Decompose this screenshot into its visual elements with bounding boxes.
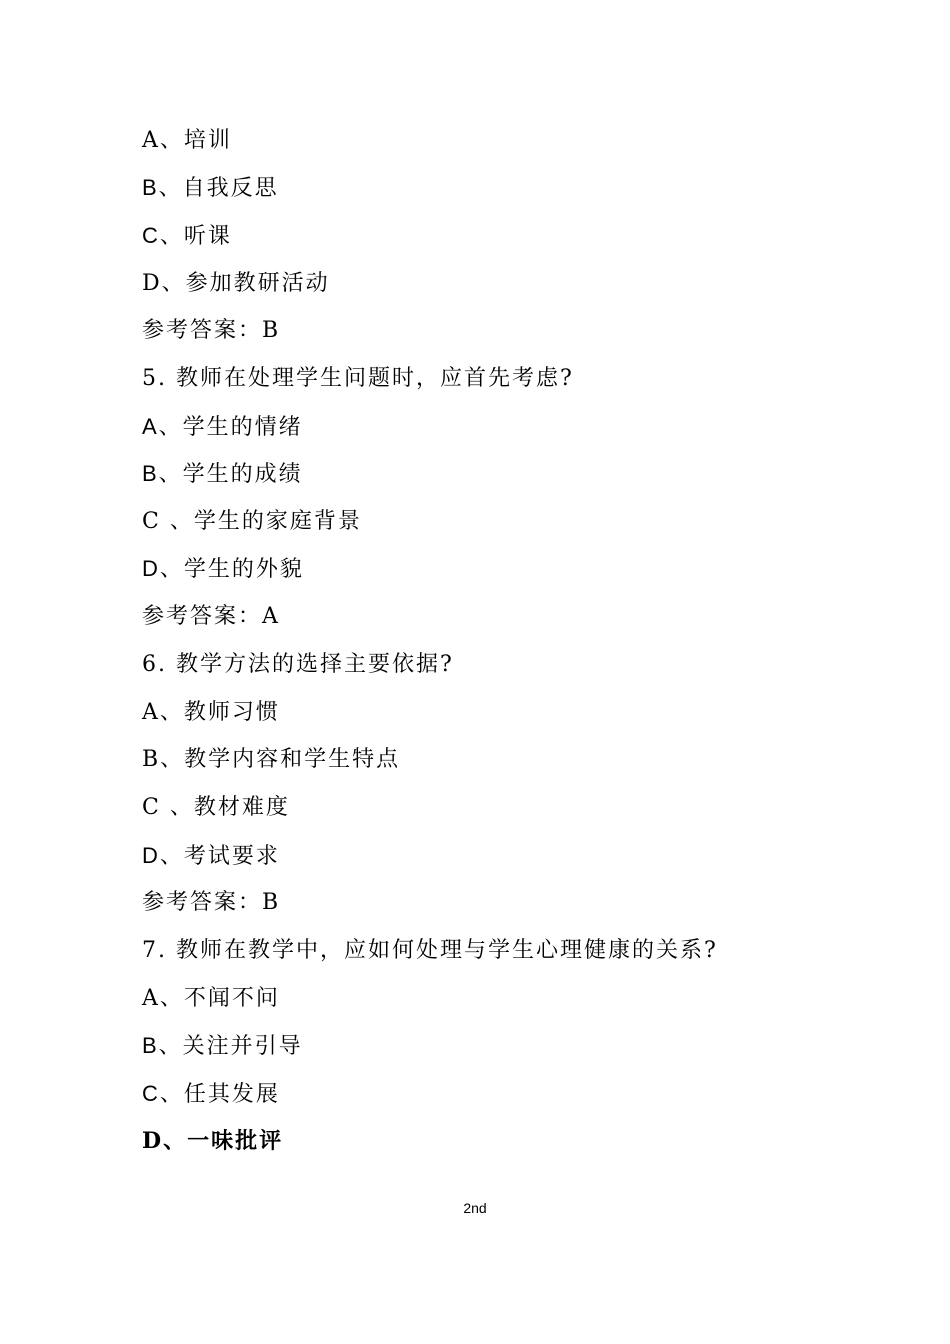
q5-option-a: A、学生的情绪: [142, 414, 303, 439]
q6-option-c: C 、教材难度: [142, 795, 290, 820]
q6-option-b: B、教学内容和学生特点: [142, 747, 401, 772]
question-6: 6. 教学方法的选择主要依据?: [142, 652, 454, 677]
question-5: 5. 教师在处理学生问题时，应首先考虑?: [142, 366, 574, 391]
q6-option-d: D、考试要求: [142, 843, 280, 868]
q7-option-c: C、任其发展: [142, 1081, 280, 1106]
page-number: 2nd: [463, 1200, 487, 1216]
q7-option-b: B、关注并引导: [142, 1033, 303, 1058]
q6-option-a: A、教师习惯: [142, 700, 280, 725]
option-a-training: A、培训: [142, 128, 232, 153]
q5-option-d: D、学生的外貌: [142, 556, 304, 581]
q7-option-d: D、一味批评: [142, 1128, 284, 1154]
answer-q5: 参考答案：A: [142, 604, 280, 629]
q5-option-b: B、学生的成绩: [142, 461, 303, 486]
question-7: 7. 教师在教学中，应如何处理与学生心理健康的关系?: [142, 938, 718, 963]
option-d-research-activities: D、参加教研活动: [142, 271, 330, 296]
option-c-lesson-observation: C、听课: [142, 223, 232, 248]
answer-q4: 参考答案：B: [142, 318, 281, 343]
q5-option-c: C 、学生的家庭背景: [142, 509, 362, 534]
q7-option-a: A、不闻不问: [142, 986, 280, 1011]
option-b-self-reflection: B、自我反思: [142, 175, 279, 200]
answer-q6: 参考答案：B: [142, 890, 281, 915]
